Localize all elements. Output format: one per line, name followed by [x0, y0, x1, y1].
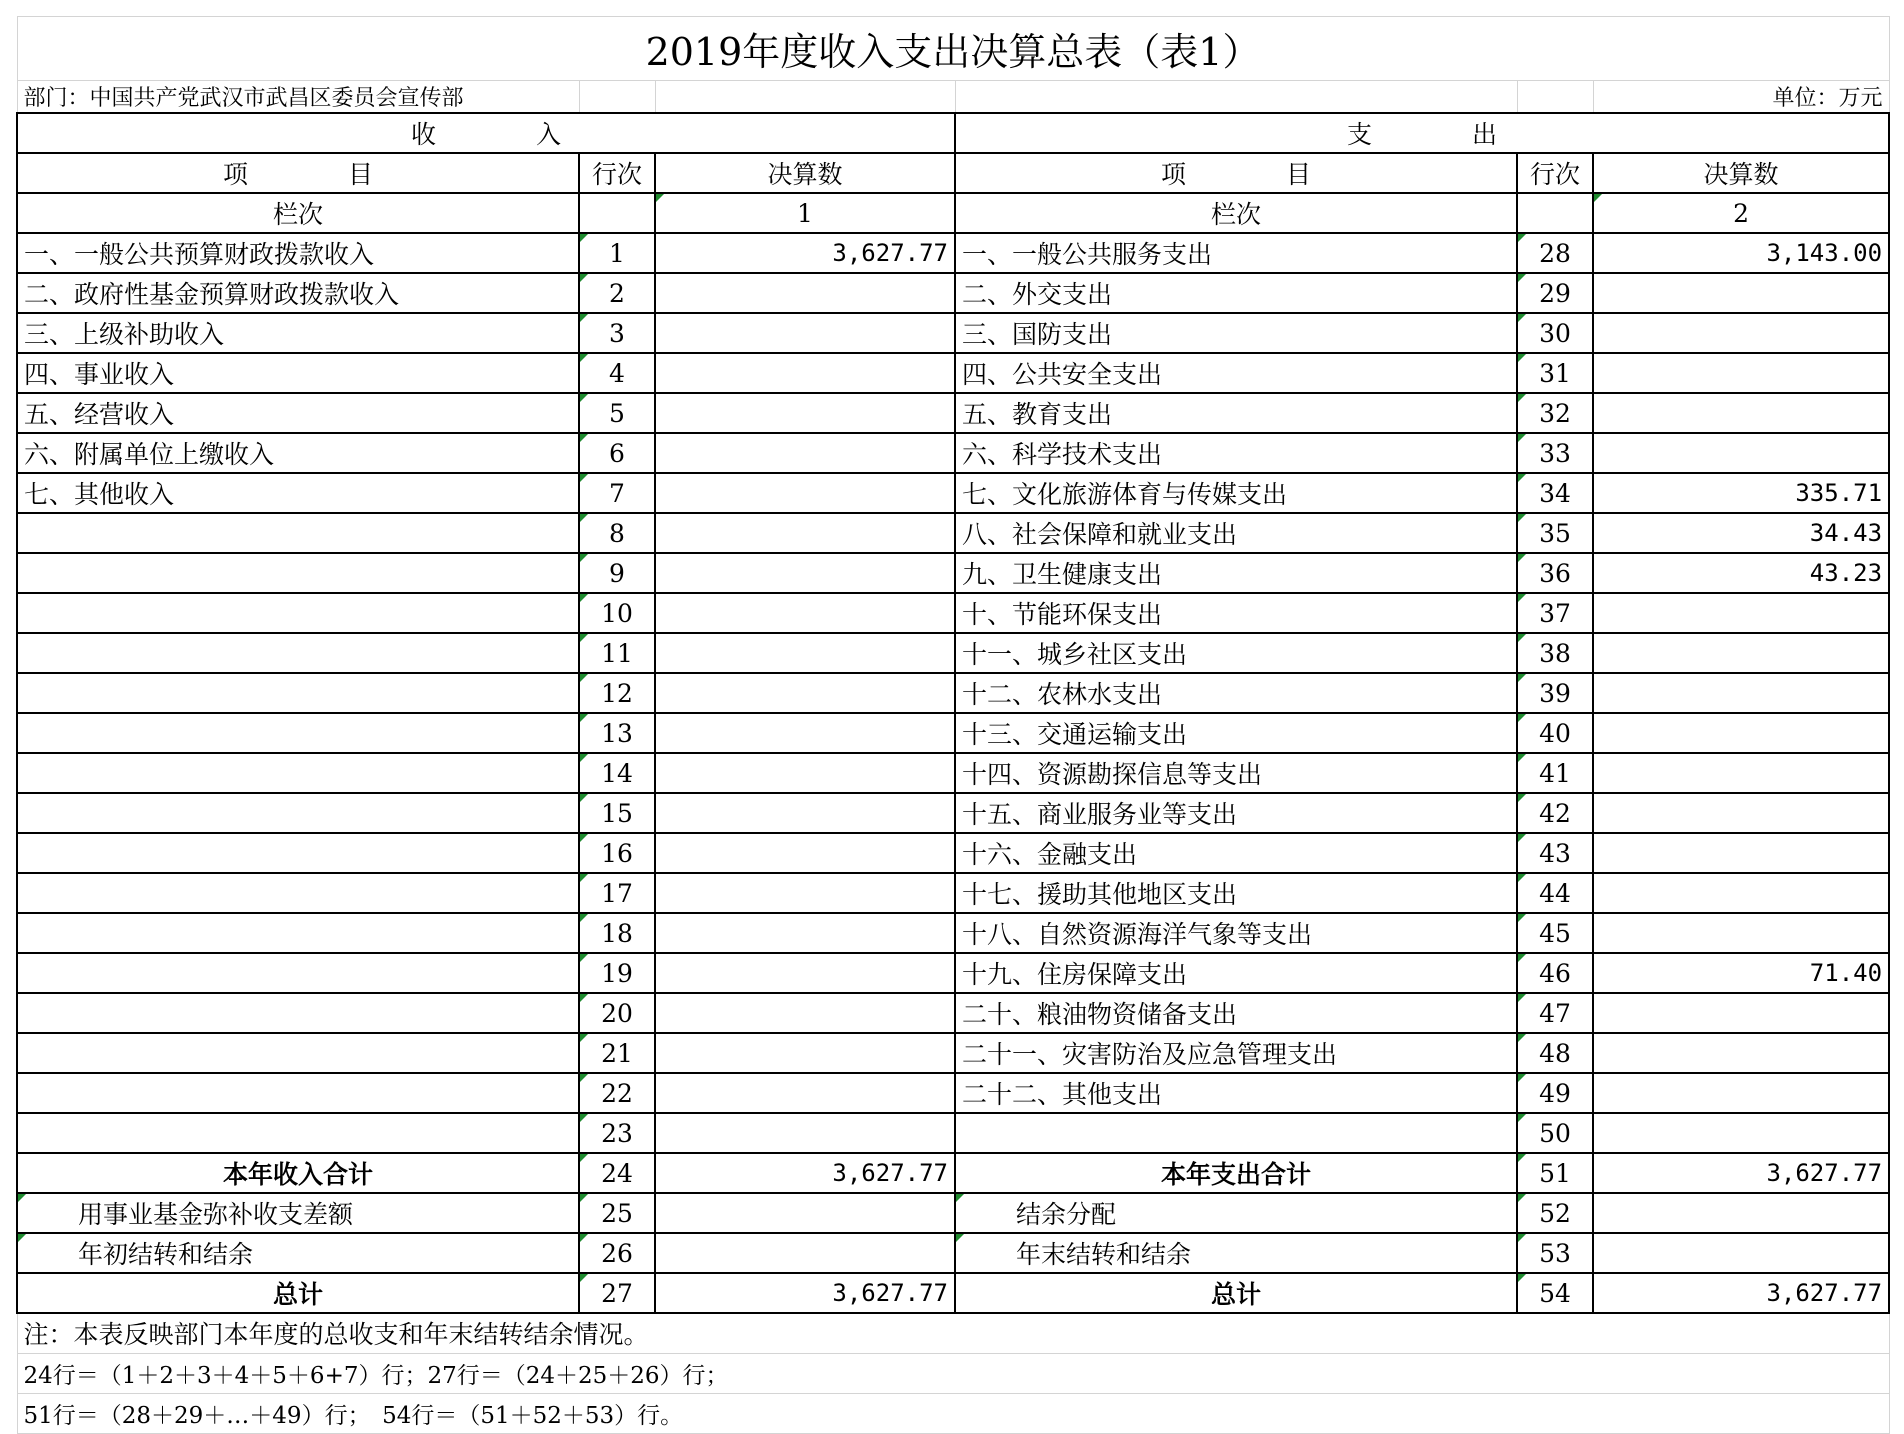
- income-amount: [655, 313, 955, 353]
- expense-item-name: 四、公共安全支出: [955, 353, 1517, 393]
- income-amount: [655, 713, 955, 753]
- income-amount: [655, 513, 955, 553]
- surplus-distribution-amount: [1593, 1193, 1889, 1233]
- income-amount: [655, 593, 955, 633]
- expense-column-number: 2: [1593, 193, 1889, 233]
- expense-amount: [1593, 393, 1889, 433]
- expense-item-name: 十七、援助其他地区支出: [955, 873, 1517, 913]
- formula-note: 24行＝（1＋2＋3＋4＋5＋6+7）行；27行＝（24＋25＋26）行；: [17, 1353, 1889, 1393]
- income-amount: [655, 433, 955, 473]
- table-row: [17, 673, 1889, 713]
- expense-item-name: 三、国防支出: [955, 313, 1517, 353]
- expense-amount: [1593, 633, 1889, 673]
- row-number: 7: [579, 473, 655, 513]
- unit-label: 单位：万元: [1593, 81, 1889, 114]
- row-number: 17: [579, 873, 655, 913]
- expense-amount: 71.40: [1593, 953, 1889, 993]
- expense-amount: 34.43: [1593, 513, 1889, 553]
- income-item-name: [17, 873, 579, 913]
- row-number: 28: [1517, 233, 1593, 273]
- row-number: 19: [579, 953, 655, 993]
- table-row: [17, 833, 1889, 873]
- beginning-carryover-amount: [655, 1233, 955, 1273]
- expense-item-name: 十九、住房保障支出: [955, 953, 1517, 993]
- income-amount: [655, 633, 955, 673]
- income-item-name: 五、经营收入: [17, 393, 579, 433]
- income-amount: [655, 1113, 955, 1153]
- table-row: [17, 553, 1889, 593]
- expense-amount: [1593, 993, 1889, 1033]
- year-expense-total-amount: 3,627.77: [1593, 1153, 1889, 1193]
- expense-amount: [1593, 593, 1889, 633]
- row-number: 48: [1517, 1033, 1593, 1073]
- row-number: 18: [579, 913, 655, 953]
- row-number: 24: [579, 1153, 655, 1193]
- table-row: [17, 1033, 1889, 1073]
- row-number: 33: [1517, 433, 1593, 473]
- table-row: [17, 993, 1889, 1033]
- expense-item-name: 十五、商业服务业等支出: [955, 793, 1517, 833]
- row-number: 36: [1517, 553, 1593, 593]
- income-amount: 3,627.77: [655, 233, 955, 273]
- row-number: 54: [1517, 1273, 1593, 1313]
- expense-amount: [1593, 1033, 1889, 1073]
- expense-item-header: 项 目: [955, 153, 1517, 193]
- expense-amount: [1593, 1113, 1889, 1153]
- income-item-name: [17, 713, 579, 753]
- expense-item-name: 十二、农林水支出: [955, 673, 1517, 713]
- row-number: 8: [579, 513, 655, 553]
- income-item-name: [17, 793, 579, 833]
- table-row: [17, 1113, 1889, 1153]
- income-amount: [655, 993, 955, 1033]
- year-income-total-amount: 3,627.77: [655, 1153, 955, 1193]
- table-row: [17, 713, 1889, 753]
- row-number: 5: [579, 393, 655, 433]
- expense-item-name: 六、科学技术支出: [955, 433, 1517, 473]
- expense-column-index-label: 栏次: [955, 193, 1517, 233]
- income-column-index-label: 栏次: [17, 193, 579, 233]
- income-item-header: 项 目: [17, 153, 579, 193]
- grand-expense-total-label: 总计: [955, 1273, 1517, 1313]
- expense-amount: [1593, 913, 1889, 953]
- page-title: 2019年度收入支出决算总表（表1）: [17, 17, 1889, 81]
- income-item-name: 二、政府性基金预算财政拨款收入: [17, 273, 579, 313]
- income-item-name: [17, 833, 579, 873]
- expense-amount: [1593, 753, 1889, 793]
- row-number: 51: [1517, 1153, 1593, 1193]
- income-section-header: 收 入: [17, 113, 955, 153]
- income-amount: [655, 1033, 955, 1073]
- row-number: 30: [1517, 313, 1593, 353]
- income-amount: [655, 273, 955, 313]
- fund-gap-amount: [655, 1193, 955, 1233]
- income-amount: [655, 393, 955, 433]
- formula-note: 51行＝（28＋29＋…＋49）行； 54行＝（51＋52＋53）行。: [17, 1393, 1889, 1433]
- row-number: 39: [1517, 673, 1593, 713]
- table-row: [17, 273, 1889, 313]
- expense-amount: [1593, 793, 1889, 833]
- expense-item-name: [955, 1113, 1517, 1153]
- table-row: [17, 953, 1889, 993]
- expense-item-name: 二十二、其他支出: [955, 1073, 1517, 1113]
- table-row: [17, 233, 1889, 273]
- row-number: 16: [579, 833, 655, 873]
- income-item-name: [17, 1073, 579, 1113]
- expense-item-name: 十四、资源勘探信息等支出: [955, 753, 1517, 793]
- row-number: 46: [1517, 953, 1593, 993]
- income-item-name: [17, 1033, 579, 1073]
- table-row: [17, 913, 1889, 953]
- expense-amount: 335.71: [1593, 473, 1889, 513]
- income-item-name: 六、附属单位上缴收入: [17, 433, 579, 473]
- table-row: [17, 473, 1889, 513]
- expense-item-name: 十、节能环保支出: [955, 593, 1517, 633]
- expense-item-name: 十八、自然资源海洋气象等支出: [955, 913, 1517, 953]
- row-number: 3: [579, 313, 655, 353]
- row-number: 15: [579, 793, 655, 833]
- row-number: 49: [1517, 1073, 1593, 1113]
- expense-item-name: 五、教育支出: [955, 393, 1517, 433]
- expense-amount: [1593, 433, 1889, 473]
- row-number: 22: [579, 1073, 655, 1113]
- fund-gap-label: 用事业基金弥补收支差额: [17, 1193, 579, 1233]
- expense-amount: [1593, 673, 1889, 713]
- expense-item-name: 十一、城乡社区支出: [955, 633, 1517, 673]
- expense-amount: [1593, 273, 1889, 313]
- expense-amount: [1593, 353, 1889, 393]
- row-number: 40: [1517, 713, 1593, 753]
- ending-carryover-label: 年末结转和结余: [955, 1233, 1517, 1273]
- table-note: 注：本表反映部门本年度的总收支和年末结转结余情况。: [17, 1313, 1889, 1353]
- income-rowno-header: 行次: [579, 153, 655, 193]
- income-amount: [655, 353, 955, 393]
- row-number: 32: [1517, 393, 1593, 433]
- grand-expense-total-amount: 3,627.77: [1593, 1273, 1889, 1313]
- expense-item-name: 二十、粮油物资储备支出: [955, 993, 1517, 1033]
- income-item-name: 七、其他收入: [17, 473, 579, 513]
- row-number: 34: [1517, 473, 1593, 513]
- income-amount: [655, 753, 955, 793]
- expense-item-name: 一、一般公共服务支出: [955, 233, 1517, 273]
- row-number: 14: [579, 753, 655, 793]
- income-amount: [655, 673, 955, 713]
- row-number: 21: [579, 1033, 655, 1073]
- income-item-name: [17, 1113, 579, 1153]
- income-item-name: [17, 753, 579, 793]
- row-number: 47: [1517, 993, 1593, 1033]
- expense-rowno-header: 行次: [1517, 153, 1593, 193]
- row-number: 10: [579, 593, 655, 633]
- income-item-name: [17, 913, 579, 953]
- expense-item-name: 十六、金融支出: [955, 833, 1517, 873]
- table-row: [17, 353, 1889, 393]
- table-row: [17, 633, 1889, 673]
- income-item-name: 四、事业收入: [17, 353, 579, 393]
- row-number: 29: [1517, 273, 1593, 313]
- expense-amount: [1593, 873, 1889, 913]
- table-row: [17, 513, 1889, 553]
- income-item-name: [17, 593, 579, 633]
- year-income-total-label: 本年收入合计: [17, 1153, 579, 1193]
- income-amount: [655, 953, 955, 993]
- expense-amount: 43.23: [1593, 553, 1889, 593]
- expense-item-name: 十三、交通运输支出: [955, 713, 1517, 753]
- income-amount: [655, 473, 955, 513]
- income-column-number: 1: [655, 193, 955, 233]
- row-number: 4: [579, 353, 655, 393]
- department-label: 部门：中国共产党武汉市武昌区委员会宣传部: [17, 81, 579, 114]
- row-number: 52: [1517, 1193, 1593, 1233]
- ending-carryover-amount: [1593, 1233, 1889, 1273]
- income-amount-header: 决算数: [655, 153, 955, 193]
- income-item-name: 三、上级补助收入: [17, 313, 579, 353]
- income-amount: [655, 553, 955, 593]
- budget-table: [16, 16, 1890, 1434]
- expense-item-name: 九、卫生健康支出: [955, 553, 1517, 593]
- row-number: 11: [579, 633, 655, 673]
- line-items: [17, 233, 1889, 1153]
- expense-item-name: 七、文化旅游体育与传媒支出: [955, 473, 1517, 513]
- year-expense-total-label: 本年支出合计: [955, 1153, 1517, 1193]
- income-item-name: [17, 513, 579, 553]
- table-row: [17, 1073, 1889, 1113]
- row-number: 38: [1517, 633, 1593, 673]
- expense-item-name: 二、外交支出: [955, 273, 1517, 313]
- row-number: 42: [1517, 793, 1593, 833]
- table-row: [17, 393, 1889, 433]
- row-number: 35: [1517, 513, 1593, 553]
- income-item-name: 一、一般公共预算财政拨款收入: [17, 233, 579, 273]
- row-number: 43: [1517, 833, 1593, 873]
- table-row: [17, 593, 1889, 633]
- row-number: 50: [1517, 1113, 1593, 1153]
- income-amount: [655, 793, 955, 833]
- row-number: 53: [1517, 1233, 1593, 1273]
- row-number: 2: [579, 273, 655, 313]
- expense-item-name: 二十一、灾害防治及应急管理支出: [955, 1033, 1517, 1073]
- table-row: [17, 873, 1889, 913]
- surplus-distribution-label: 结余分配: [955, 1193, 1517, 1233]
- row-number: 20: [579, 993, 655, 1033]
- expense-amount: [1593, 1073, 1889, 1113]
- expense-section-header: 支 出: [955, 113, 1889, 153]
- expense-amount: [1593, 313, 1889, 353]
- income-item-name: [17, 553, 579, 593]
- expense-item-name: 八、社会保障和就业支出: [955, 513, 1517, 553]
- row-number: 9: [579, 553, 655, 593]
- beginning-carryover-label: 年初结转和结余: [17, 1233, 579, 1273]
- table-row: [17, 433, 1889, 473]
- expense-amount-header: 决算数: [1593, 153, 1889, 193]
- expense-amount: [1593, 833, 1889, 873]
- row-number: 1: [579, 233, 655, 273]
- row-number: 25: [579, 1193, 655, 1233]
- table-row: [17, 753, 1889, 793]
- income-amount: [655, 1073, 955, 1113]
- income-item-name: [17, 993, 579, 1033]
- income-item-name: [17, 633, 579, 673]
- grand-income-total-label: 总计: [17, 1273, 579, 1313]
- budget-sheet: [16, 16, 1888, 1434]
- row-number: 12: [579, 673, 655, 713]
- row-number: 27: [579, 1273, 655, 1313]
- row-number: 31: [1517, 353, 1593, 393]
- expense-amount: [1593, 713, 1889, 753]
- row-number: 41: [1517, 753, 1593, 793]
- table-row: [17, 313, 1889, 353]
- row-number: 26: [579, 1233, 655, 1273]
- row-number: 13: [579, 713, 655, 753]
- expense-amount: 3,143.00: [1593, 233, 1889, 273]
- income-amount: [655, 913, 955, 953]
- row-number: 37: [1517, 593, 1593, 633]
- table-row: [17, 793, 1889, 833]
- row-number: 23: [579, 1113, 655, 1153]
- row-number: 45: [1517, 913, 1593, 953]
- row-number: 6: [579, 433, 655, 473]
- income-item-name: [17, 953, 579, 993]
- income-amount: [655, 873, 955, 913]
- income-item-name: [17, 673, 579, 713]
- income-amount: [655, 833, 955, 873]
- grand-income-total-amount: 3,627.77: [655, 1273, 955, 1313]
- row-number: 44: [1517, 873, 1593, 913]
